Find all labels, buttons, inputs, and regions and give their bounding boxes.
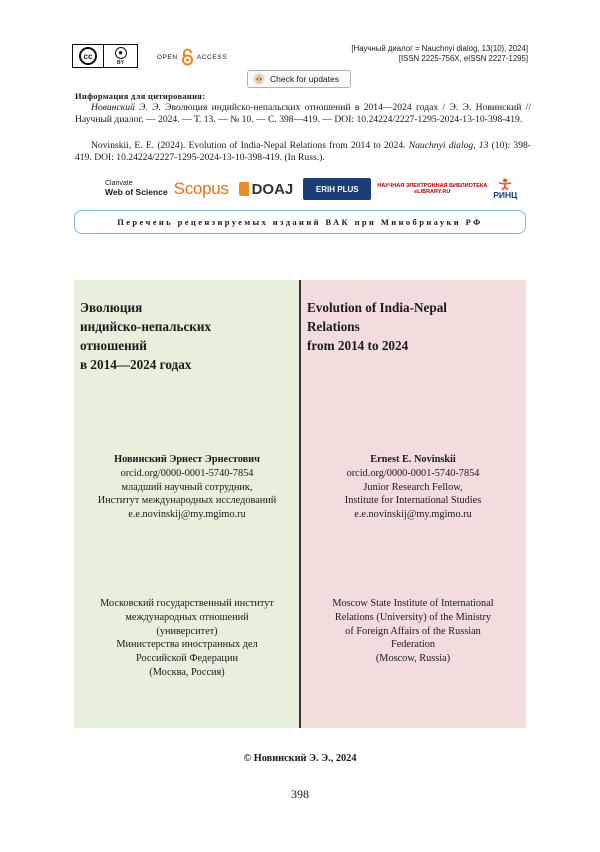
check-for-updates-button[interactable] [247,70,351,88]
by-attribution-icon [104,45,137,67]
affiliation-line: Московский государственный институт [100,598,274,609]
rinc-logo[interactable] [493,178,517,200]
copyright-notice: © Новинский Э. Э., 2024 [243,753,357,764]
affiliation-line: Federation [390,639,436,651]
by-label: BY [117,59,124,66]
citation-russian [75,102,531,126]
elibrary-top-label: НАУЧНАЯ ЭЛЕКТРОННАЯ БИБЛИОТЕКА [377,182,488,189]
open-access-left-text: OPEN [157,53,178,61]
erih-plus-logo[interactable]: ERIH PLUS [303,178,371,200]
citation-english-text-2: (10): 398-419. DOI: 10.24224/2227-1295-2024-13-10-398-419. (In Russ.). [75,140,531,164]
author-info-english [300,453,526,522]
affiliation-russian [74,597,300,680]
affiliation-line: Российской Федерации [136,653,238,665]
author-email-link[interactable]: e.e.novinskij@my.mgimo.ru [128,509,246,521]
article-title-english [307,298,447,355]
citation-russian-text: Эволюция индийско-непальских отношений в 2014—2024 годах / Э. Э. Новинский // Научный диалог. — 2024. — Т. 13. — № 10. — С. 398—419. — DOI: 10.24224/2227-1295-2024-13-10-398-419. [75,102,532,126]
affiliation-line: Moscow State Institute of International [332,598,494,609]
cc-logo-text: cc [79,47,97,65]
affiliation-line: международных отношений [125,611,249,623]
citation-heading: Информация для цитирования: [75,91,206,101]
author-name-russian: Новинский Эрнест Эрнестович [114,454,260,465]
clarivate-label: Clarivate [105,180,133,187]
cc-icon [73,45,104,67]
article-title-russian [80,298,211,374]
author-position: младший научный сотрудник, [121,481,253,493]
affiliation-english [300,597,526,666]
citation-english-text-1: Novinskii, E. E. (2024). Evolution of India-Nepal Relations from 2014 to 2024. [91,140,409,151]
author-info-russian [74,453,300,522]
doaj-label: DOAJ [251,180,294,198]
doaj-mark-icon [239,182,249,196]
author-institute: Institute for International Studies [344,495,482,507]
affiliation-line: (Moscow, Russia) [375,653,451,665]
journal-reference [351,44,528,64]
cc-by-license-badge[interactable] [72,44,138,68]
open-access-badge [157,47,227,67]
elibrary-bottom-label: eLIBRARY.RU [414,189,451,195]
title-ru-line: Эволюция [80,300,143,315]
vak-notice-box: Перечень рецензируемых изданий ВАК при Минобрнауки РФ [74,210,526,234]
title-en-line: Evolution of India-Nepal [307,300,447,315]
crossmark-icon [253,73,265,85]
affiliation-line: of Foreign Affairs of the Russian [345,625,481,637]
web-of-science-label: Web of Science [105,187,168,197]
citation-english-journal: Nauchnyi dialog, 13 [408,140,489,151]
open-access-right-text: ACCESS [196,53,228,61]
title-en-line: Relations [307,319,360,334]
affiliation-line: (Москва, Россия) [149,666,225,678]
indexing-logos-row [105,176,525,202]
check-for-updates-label: Check for updates [270,74,339,84]
title-ru-line: отношений [80,338,147,353]
doaj-logo[interactable] [239,181,294,198]
affiliation-line: Relations (University) of the Ministry [334,611,492,623]
citation-english [75,140,531,164]
affiliation-line: (университет) [156,625,218,637]
page-number: 398 [291,787,309,801]
title-en-line: from 2014 to 2024 [307,338,409,353]
journal-citation-line: [Научный диалог = Nauchnyi dialog, 13(10), 2024] [351,44,528,53]
scopus-logo[interactable]: Scopus [173,179,229,198]
author-institute: Институт международных исследований [97,495,277,507]
person-icon: ● [115,47,127,59]
author-email-link[interactable]: e.e.novinskij@my.mgimo.ru [354,509,472,521]
author-name-english: Ernest E. Novinskii [370,454,456,465]
elibrary-logo[interactable] [377,183,487,196]
author-orcid-link[interactable]: orcid.org/0000-0001-5740-7854 [120,467,254,479]
rinc-figure-icon [498,178,512,190]
open-access-lock-icon [181,48,194,66]
citation-russian-author: Новинский Э. Э. [91,102,161,113]
title-ru-line: в 2014—2024 годах [80,357,192,372]
title-ru-line: индийско-непальских [80,319,212,334]
author-position: Junior Research Fellow, [363,481,463,493]
web-of-science-logo[interactable] [105,180,168,198]
author-orcid-link[interactable]: orcid.org/0000-0001-5740-7854 [346,467,480,479]
journal-issn-line: [ISSN 2225-756X, eISSN 2227-1295] [398,54,528,63]
rinc-label: РИНЦ [493,190,518,200]
affiliation-line: Министерства иностранных дел [116,639,258,651]
